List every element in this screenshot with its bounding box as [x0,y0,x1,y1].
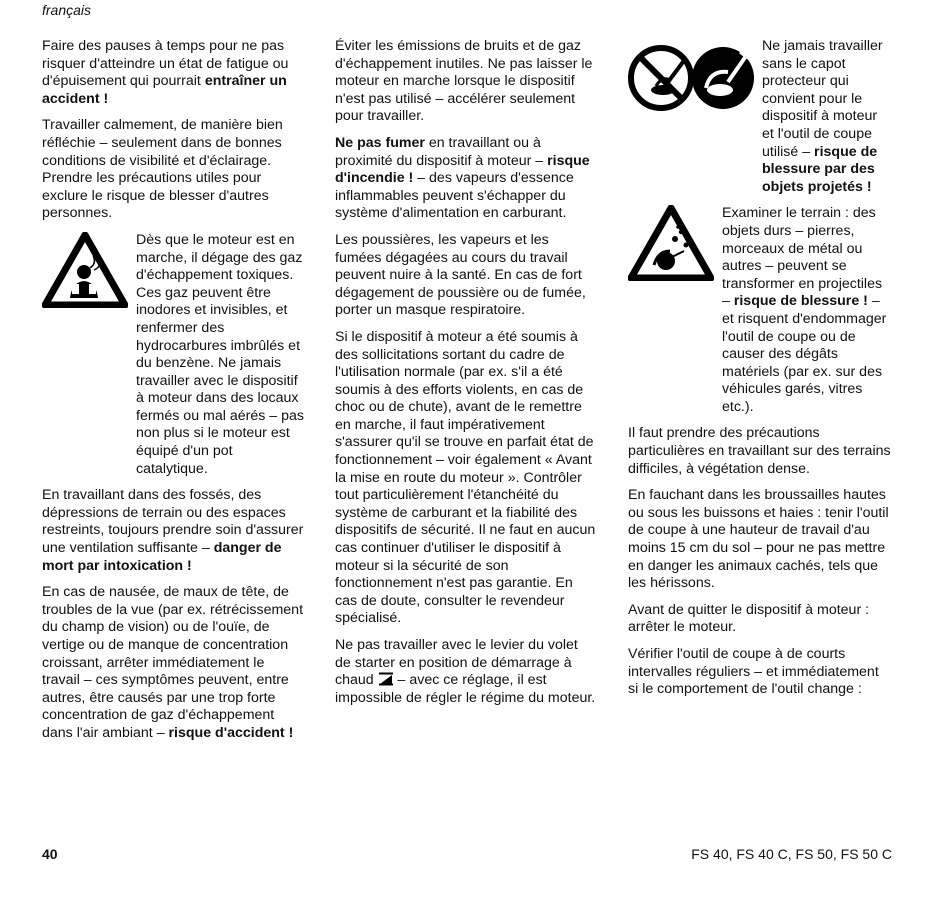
paragraph-breaks: Faire des pauses à temps pour ne pas risquer d'atteindre un état de fatigue ou d'épuisement qui pourrait entraîner un accident ! [42,38,289,107]
thrown-objects-warning-icon [628,205,714,416]
exhaust-warning-block [42,232,304,478]
page-number: 40 [42,846,58,862]
warm-start-choke-icon [378,672,394,686]
paragraph-noise: Éviter les émissions de bruits et de gaz d'échappement inutiles. Ne pas laisser le moteur en marche lorsque le dispositif n'est pas utilisé – accélérer seulement pour travailler. [335,38,593,125]
model-designation: FS 40, FS 40 C, FS 50, FS 50 C [691,846,892,862]
paragraph-choke: Ne pas travailler avec le levier du volet de starter en position de démarrage à chaud – avec ce réglage, il est impossible de régler le régime du moteur. [335,637,596,706]
paragraph-ventilation: En travaillant dans des fossés, des dépressions de terrain ou des espaces restreints, toujours prendre soin d'assurer une ventilation suffisante – danger de mort par intoxication ! [42,487,304,574]
paragraph-difficult-terrain: Il faut prendre des précautions particulières en travaillant sur des terrains difficiles, à végétation dense. [628,425,891,477]
column-left [42,38,304,752]
thrown-objects-block [628,205,892,416]
paragraph-dust: Les poussières, les vapeurs et les fumées dégagées au cours du travail peuvent nuire à la santé. En cas de fort dégagement de poussière ou de fumée, porter un masque respiratoire. [335,231,586,319]
guard-warning-text: Ne jamais travailler sans le capot protecteur qui convient pour le dispositif à moteur et l'outil de coupe utilisé – risque de blessure par des objets projetés ! [762,38,883,195]
paragraph-work-calmly: Travailler calmement, de manière bien réfléchie – seulement dans de bonnes conditions de visibilité et d'éclairage. Prendre les précautions utiles pour exclure le risque de blesser d'autres personnes. [42,117,283,222]
page-language-header: français [42,2,92,18]
paragraph-brush-cutting: En fauchant dans les broussailles hautes ou sous les buissons et haies : tenir l'outil de coupe à une hauteur de travail d'au moins 15 cm du sol – pour ne pas mettre en danger les animaux cachés, tels que les hérissons. [628,487,889,592]
guard-required-icons [628,38,756,196]
column-middle [335,38,597,716]
paragraph-stop-engine: Avant de quitter le dispositif à moteur : arrêter le moteur. [628,601,870,636]
paragraph-check-tool: Vérifier l'outil de coupe à de courts intervalles réguliers – et immédiatement si le comportement de l'outil change : [628,646,879,698]
guard-warning-block [628,38,892,196]
thrown-objects-text: Examiner le terrain : des objets durs – pierres, morceaux de métal ou autres – peuvent se transformer en projectiles – risque de blessure ! – et risquent d'endommager l'outil de coupe ou de causer des dégâts matériels (par ex. sur des véhicules garés, vitres etc.). [722,205,887,415]
paragraph-symptoms: En cas de nausée, de maux de tête, de troubles de la vue (par ex. rétrécissement du champ de vision) ou de l'ouïe, de vertige ou de manque de concentration croissant, arrêter immédiatement le travail – ces symptômes peuvent, entre autres, être causés par une trop forte concentration de gaz d'échappement dans l'air ambiant – risque d'accident ! [42,584,304,741]
paragraph-stress-check: Si le dispositif à moteur a été soumis à des sollicitations sortant du cadre de l'utilisation normale (par ex. s'il a été soumis à des efforts violents, en cas de choc ou de chute), avant de le remettre en marche, il faut impérativement s'assurer qu'il se trouve en parfait état de fonctionnement – voir également « Avant la mise en route du moteur ». Contrôler tout particulièrement l'étanchéité du système de carburant et la fiabilité des dispositifs de sécurité. Il ne faut en aucun cas continuer d'utiliser le dispositif à moteur si la sécurité de son fonctionnement n'est pas garantie. En cas de doute, consulter le revendeur spécialisé. [335,328,596,627]
paragraph-no-smoking: Ne pas fumer en travaillant ou à proximité du dispositif à moteur – risque d'incendie ! – des vapeurs d'essence inflammables peuvent s'échapper du système d'alimentation en carburant. [335,134,590,222]
exhaust-warning-text: Dès que le moteur est en marche, il dégage des gaz d'échappement toxiques. Ces gaz peuvent être inodores et invisibles, et renfermer des hydrocarbures imbrûlés et du benzène. Ne jamais travailler avec le dispositif à moteur dans des locaux fermés ou mal aérés – pas non plus si le moteur est équipé d'un pot catalytique. [136,231,304,477]
toxic-exhaust-warning-icon [42,232,128,478]
column-right [628,38,892,708]
